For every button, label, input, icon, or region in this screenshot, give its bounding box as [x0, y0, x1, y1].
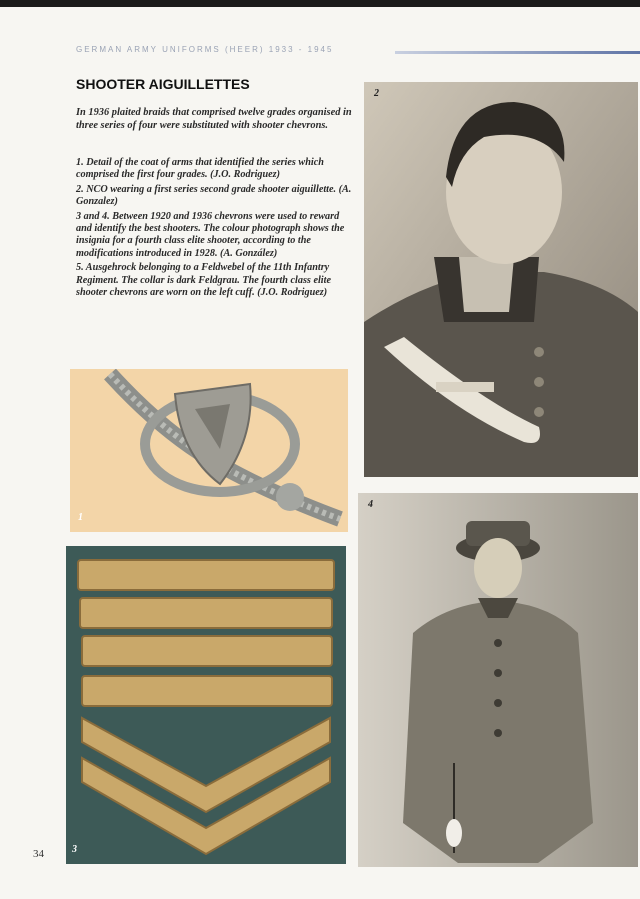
top-border	[0, 0, 640, 7]
photo-number: 2	[374, 88, 379, 99]
photo-nco-portrait	[364, 82, 638, 477]
header-rule	[395, 51, 640, 54]
photo-shield-badge	[70, 369, 348, 532]
photo-nco-portrait-image	[364, 82, 638, 477]
photo-shield-badge-image	[70, 369, 348, 532]
photo-number: 3	[72, 844, 77, 855]
caption-item: 5. Ausgehrock belonging to a Feldwebel of the 11th Infantry Regiment. The collar is dark Feldgrau. The fourth class elite shooter chevrons are worn on the left cuff. (J.O. Rodriguez)	[76, 262, 331, 299]
running-head: GERMAN ARMY UNIFORMS (HEER) 1933 - 1945	[76, 45, 334, 54]
caption-item: 3 and 4. Between 1920 and 1936 chevrons were used to reward and identify the best shooters. The colour photograph shows the insignia for a fourth class elite shooter, according to the modifications introduced in 1928. (A. González)	[76, 210, 345, 259]
article-intro: In 1936 plaited braids that comprised twelve grades organised in three series of four were substituted with shooter chevrons.	[76, 107, 352, 131]
page-number: 34	[33, 848, 44, 860]
caption-list	[76, 157, 354, 301]
caption-item: 2. NCO wearing a first series second grade shooter aiguillette. (A. Gonzalez)	[76, 183, 352, 208]
photo-soldier	[358, 493, 638, 867]
photo-number: 4	[368, 499, 373, 510]
photo-braid-chevrons	[66, 546, 346, 864]
article-title: SHOOTER AIGUILLETTES	[76, 76, 250, 92]
photo-number: 1	[78, 512, 83, 523]
photo-soldier-image	[358, 493, 638, 867]
caption-item: 1. Detail of the coat of arms that identified the series which comprised the first four grades. (J.O. Rodriguez)	[76, 157, 324, 181]
photo-braid-chevrons-image	[66, 546, 346, 864]
